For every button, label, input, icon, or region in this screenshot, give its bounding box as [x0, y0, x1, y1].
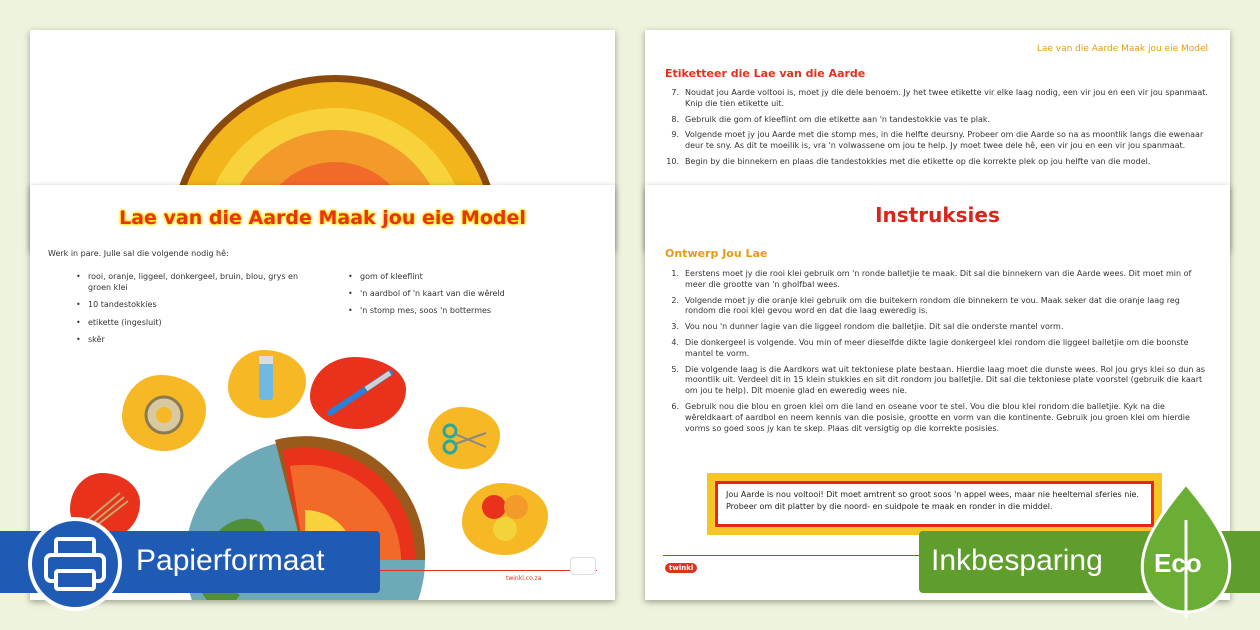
glue-stick-picture [228, 350, 306, 418]
footer-url: twinkl.co.za [506, 575, 542, 582]
knife-picture [310, 357, 406, 429]
list-item: • 'n stomp mes, soos 'n bottermes [348, 305, 588, 316]
page-title: Lae van die Aarde Maak jou eie Model [119, 207, 526, 229]
list-item: 9. Volgende moet jy jou Aarde met die stomp mes, in die helfte deursny. Probeer om die Aarde so na as moontlik langs die ewenaar deur te sny. As dit te moeilik is, vra 'n volwassene om jou te help. Jy moet twee dele hê, een vir jou en een vir jou spanmaat. [671, 130, 1204, 151]
leaf-icon [1136, 480, 1236, 620]
list-item: 1. Eerstens moet jy die rooi klei gebruik om 'n ronde balletjie te maak. Dit sal die binnekern van die Aarde wees. Dit moet min of meer die grootte van 'n gholfbal wees. [671, 269, 1192, 289]
steps-list [665, 269, 1210, 439]
steps-list [665, 88, 1210, 173]
scissors-picture [428, 407, 500, 469]
list-item: • 10 tandestokkies [76, 299, 316, 310]
list-item: 4. Die donkergeel is volgende. Vou min of meer dieselfde dikte lagie donkergeel klei rondom die liggeel balletjie om die boonste mantel te vorm. [671, 337, 1189, 358]
page-title: Instruksies [875, 203, 1000, 227]
section-title: Etiketteer die Lae van die Aarde [665, 67, 866, 80]
list-item: • skêr [76, 334, 316, 345]
list-item: 5. Die volgende laag is die Aardkors wat uit tektoniese plate bestaan. Hierdie laag moet die dunste wees. Rol jou grys klei so dun as moontlik uit. Verdeel dit in 15 klein stukkies en sit dit rondom jou balletjie. Dit sal die tektoniese plate voorstel (gebruik die kaart om jou te help). Dit moenie glad en eweredig wees nie. [671, 364, 1206, 396]
materials-list [348, 271, 588, 323]
list-item: 3. Vou nou 'n dunner lagie van die liggeel rondom die balletjie. Dit sal die onderste mantel vorm. [671, 322, 1064, 332]
twinkl-logo: twinkl [665, 563, 697, 573]
note-box [707, 473, 1162, 535]
eco-label: Eco [1154, 548, 1202, 578]
intro-text: Werk in pare. Julle sal die volgende nodig hê: [48, 249, 229, 258]
list-item: • gom of kleeflint [348, 271, 588, 282]
list-item: 6. Gebruik nou die blou en groen klei om die land en oseane voor te stel. Vou die blou klei rondom die balletjie. Kyk na die wêreldkaart of aardbol en neem kennis van die posisie, grootte en vorm van die kontinente. Gebruik jou groen klei om hierdie vorms so goed soos jy kan te skep. Plaas dit versigtig op die korrekte posisies. [671, 401, 1190, 433]
list-item: 7. Noudat jou Aarde voltooi is, moet jy die dele benoem. Jy het twee etikette vir elke laag nodig, een vir jou en een vir jou spanmaat. Knip die tien etikette uit. [671, 88, 1208, 108]
list-item: • 'n aardbol of 'n kaart van die wêreld [348, 288, 588, 299]
paper-format-badge [0, 531, 380, 593]
printer-icon [28, 517, 122, 611]
list-item: • etikette (ingesluit) [76, 317, 316, 328]
list-item: • rooi, oranje, liggeel, donkergeel, bruin, blou, grys en groen klei [76, 271, 316, 293]
clay-balls-picture [462, 483, 548, 555]
materials-list [76, 271, 316, 351]
badge-label: Papierformaat [136, 544, 325, 577]
badge-label: Inkbesparing [931, 544, 1103, 577]
page-header-title: Lae van die Aarde Maak jou eie Model [1036, 44, 1208, 54]
list-item: 8. Gebruik die gom of kleeflint om die etikette aan 'n tandestokkie vas te plak. [671, 114, 991, 124]
twinkl-logo [570, 557, 596, 575]
section-title: Ontwerp Jou Lae [665, 247, 768, 260]
note-text: Jou Aarde is nou voltooi! Dit moet amtrent so groot soos 'n appel wees, maar nie heeltemal sferies nie. Probeer om dit platter by die noord- en suidpole te maak en ronder in die middel. [715, 481, 1154, 527]
list-item: 2. Volgende moet jy die oranje klei gebruik om die buitekern rondom die binnekern te vou. Maak seker dat die oranje laag reg rondom die rooi klei gevou word en dat die laag eweredig is. [671, 295, 1180, 316]
list-item: 10. Begin by die binnekern en plaas die tandestokkies met die etikette op die korrekte plek op jou helfte van die model. [666, 156, 1151, 166]
